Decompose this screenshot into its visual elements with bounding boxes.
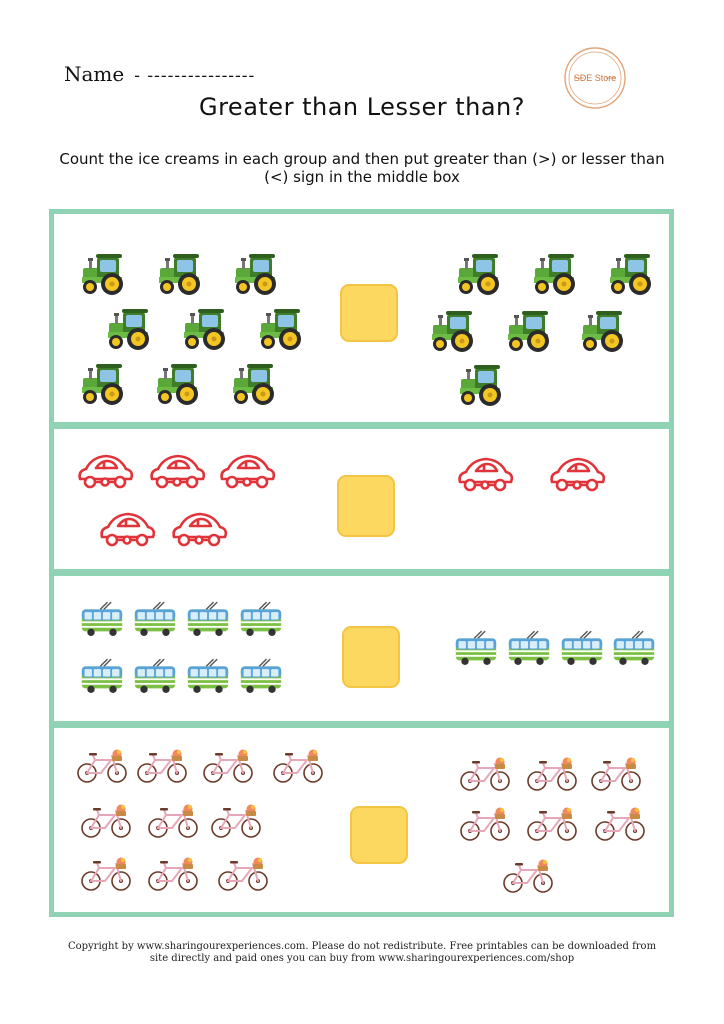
answer-box[interactable]	[350, 806, 408, 864]
bicycle-icon	[80, 856, 132, 892]
car-icon	[454, 454, 516, 494]
tractor-icon	[254, 304, 308, 352]
trolleybus-icon	[133, 658, 177, 695]
trolleybus-icon	[612, 630, 656, 667]
tractor-icon	[452, 249, 506, 297]
car-icon	[146, 451, 208, 491]
bicycle-icon	[147, 856, 199, 892]
tractor-icon	[426, 306, 480, 354]
name-row	[64, 62, 255, 86]
footer-line-2: site directly and paid ones you can buy from www.sharingourexperiences.com/shop	[149, 953, 575, 964]
answer-box[interactable]	[342, 626, 400, 688]
trolleybus-icon	[186, 658, 230, 695]
tractor-icon	[178, 304, 232, 352]
tractor-icon	[153, 249, 207, 297]
car-icon	[74, 451, 136, 491]
bicycle-icon	[202, 748, 254, 784]
tractor-icon	[76, 359, 130, 407]
tractor-icon	[227, 359, 281, 407]
copyright-footer	[30, 941, 694, 965]
car-icon	[546, 454, 608, 494]
trolleybus-icon	[80, 658, 124, 695]
trolleybus-icon	[186, 601, 230, 638]
bicycle-icon	[217, 856, 269, 892]
name-label: Name	[64, 62, 125, 86]
row-bicycles	[49, 723, 674, 917]
bicycle-icon	[590, 756, 642, 792]
trolleybus-icon	[560, 630, 604, 667]
trolleybus-icon	[133, 601, 177, 638]
trolleybus-icon	[507, 630, 551, 667]
row-trolleybuses	[49, 571, 674, 726]
bicycle-icon	[502, 858, 554, 894]
bicycle-icon	[272, 748, 324, 784]
trolleybus-icon	[454, 630, 498, 667]
instructions: Count the ice creams in each group and then put greater than (>) or lesser than (<) sign in the middle box	[59, 150, 665, 186]
row-tractors	[49, 209, 674, 427]
bicycle-icon	[459, 756, 511, 792]
worksheet-board	[49, 209, 674, 917]
tractor-icon	[528, 249, 582, 297]
bicycle-icon	[147, 803, 199, 839]
tractor-icon	[454, 360, 508, 408]
bicycle-icon	[594, 806, 646, 842]
footer-line-1: Copyright by www.sharingourexperiences.com. Please do not redistribute. Free printables can be downloaded from	[67, 941, 657, 952]
trolleybus-icon	[239, 658, 283, 695]
bicycle-icon	[210, 803, 262, 839]
row-cars	[49, 424, 674, 574]
tractor-icon	[151, 359, 205, 407]
tractor-icon	[76, 249, 130, 297]
car-icon	[216, 451, 278, 491]
bicycle-icon	[526, 756, 578, 792]
tractor-icon	[502, 306, 556, 354]
bicycle-icon	[76, 748, 128, 784]
tractor-icon	[576, 306, 630, 354]
answer-box[interactable]	[340, 284, 398, 342]
bicycle-icon	[80, 803, 132, 839]
bicycle-icon	[459, 806, 511, 842]
car-icon	[168, 509, 230, 549]
logo-text: SDE Store	[573, 73, 617, 83]
bicycle-icon	[136, 748, 188, 784]
trolleybus-icon	[80, 601, 124, 638]
answer-box[interactable]	[337, 475, 395, 537]
tractor-icon	[604, 249, 658, 297]
page-title: Greater than Lesser than?	[198, 93, 525, 121]
trolleybus-icon	[239, 601, 283, 638]
tractor-icon	[102, 304, 156, 352]
car-icon	[96, 509, 158, 549]
bicycle-icon	[526, 806, 578, 842]
name-line[interactable]: - ----------------	[134, 66, 256, 86]
tractor-icon	[229, 249, 283, 297]
